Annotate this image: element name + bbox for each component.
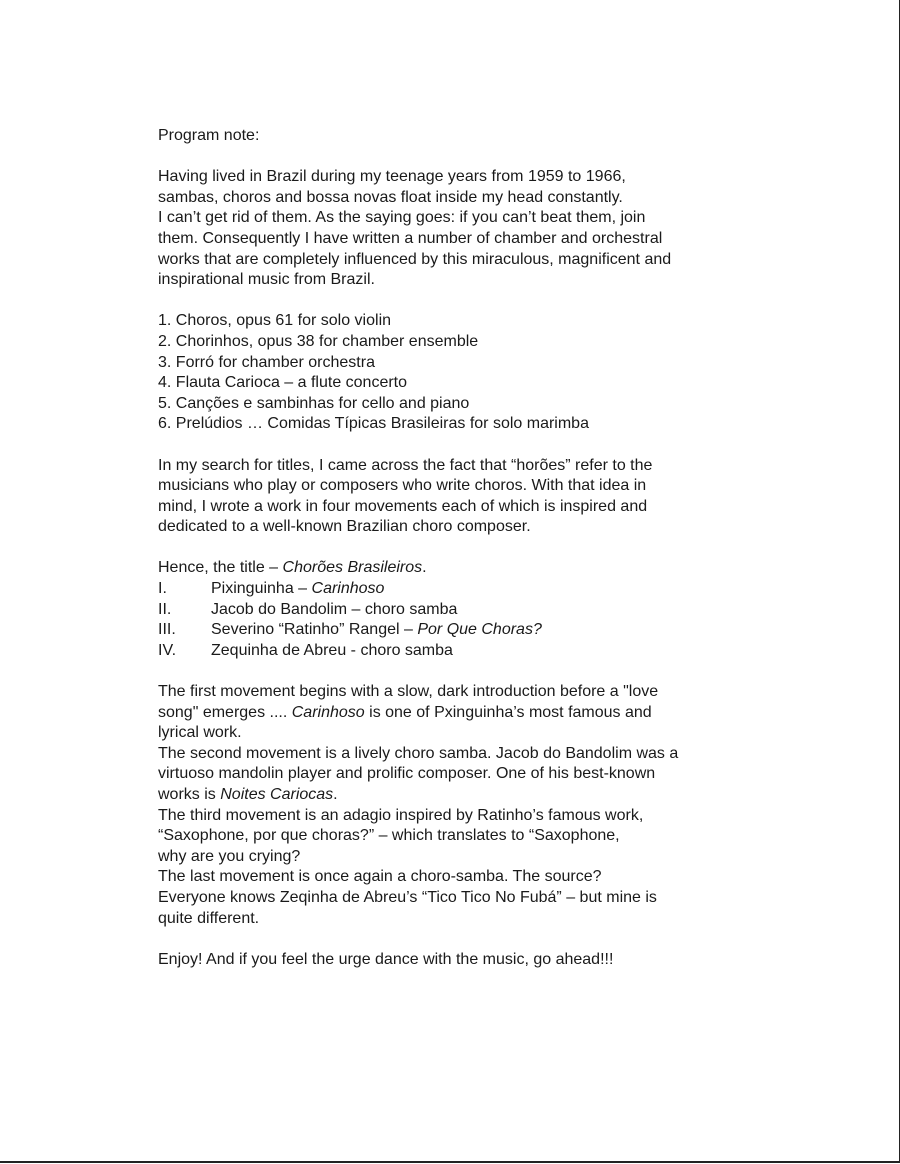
description-line bbox=[158, 703, 798, 724]
movement-row bbox=[158, 579, 798, 600]
movement-number: I. bbox=[158, 580, 167, 598]
description-line: The last movement is once again a choro-samba. The source? bbox=[158, 868, 602, 886]
intro-line: sambas, choros and bossa novas float inside my head constantly. bbox=[158, 188, 623, 206]
work-title: Chorões Brasileiros bbox=[282, 559, 423, 577]
description-line: quite different. bbox=[158, 909, 260, 927]
movement-number: III. bbox=[158, 621, 176, 639]
description-line: The second movement is a lively choro samba. Jacob do Bandolim was a bbox=[158, 744, 679, 762]
intro-line: them. Consequently I have written a number of chamber and orchestral bbox=[158, 229, 663, 247]
search-line: mind, I wrote a work in four movements each of which is inspired and bbox=[158, 497, 648, 515]
movement-row bbox=[158, 641, 798, 662]
movement-description bbox=[211, 641, 453, 662]
works-item: 4. Flauta Carioca – a flute concerto bbox=[158, 374, 408, 392]
intro-line: I can’t get rid of them. As the saying goes: if you can’t beat them, join bbox=[158, 209, 646, 227]
works-item: 5. Canções e sambinhas for cello and piano bbox=[158, 394, 470, 412]
closing-text: Enjoy! And if you feel the urge dance with the music, go ahead!!! bbox=[158, 950, 614, 968]
description-line: “Saxophone, por que choras?” – which translates to “Saxophone, bbox=[158, 827, 620, 845]
description-line: The third movement is an adagio inspired by Ratinho’s famous work, bbox=[158, 806, 644, 824]
description-line: why are you crying? bbox=[158, 847, 301, 865]
description-italic: Carinhoso bbox=[291, 703, 365, 721]
movement-text: Jacob do Bandolim – choro samba bbox=[211, 600, 458, 618]
search-line: dedicated to a well-known Brazilian choro composer. bbox=[158, 518, 531, 536]
search-paragraph bbox=[158, 456, 798, 538]
works-item: 3. Forró for chamber orchestra bbox=[158, 353, 375, 371]
intro-line: Having lived in Brazil during my teenage years from 1959 to 1966, bbox=[158, 168, 626, 186]
program-note bbox=[158, 126, 798, 991]
works-item: 6. Prelúdios … Comidas Típicas Brasileiras for solo marimba bbox=[158, 415, 589, 433]
description-line: The first movement begins with a slow, dark introduction before a "love bbox=[158, 683, 659, 701]
works-list bbox=[158, 311, 798, 435]
heading bbox=[158, 126, 798, 147]
movement-row bbox=[158, 600, 798, 621]
description-text: . bbox=[333, 786, 338, 803]
works-item: 2. Chorinhos, opus 38 for chamber ensemble bbox=[158, 332, 479, 350]
description-text: song" emerges .... bbox=[158, 703, 292, 721]
movement-text: Pixinguinha – bbox=[211, 580, 312, 598]
description-line: lyrical work. bbox=[158, 724, 242, 742]
movement-text: Severino “Ratinho” Rangel – bbox=[211, 621, 418, 639]
movement-italic: Carinhoso bbox=[311, 580, 385, 598]
intro-paragraph bbox=[158, 167, 798, 291]
movement-number: II. bbox=[158, 600, 172, 618]
movement-description bbox=[211, 579, 384, 600]
search-line: In my search for titles, I came across the fact that “horões” refer to the bbox=[158, 456, 653, 474]
search-line: musicians who play or composers who write choros. With that idea in bbox=[158, 477, 647, 495]
title-suffix: . bbox=[422, 559, 427, 577]
description-paragraph bbox=[158, 682, 798, 929]
closing-paragraph bbox=[158, 950, 798, 971]
movement-italic: Por Que Choras? bbox=[417, 621, 542, 639]
description-italic: Noites Cariocas bbox=[220, 786, 334, 803]
description-line: virtuoso mandolin player and prolific composer. One of his best-known bbox=[158, 765, 656, 783]
movement-description bbox=[211, 620, 542, 641]
movement-row bbox=[158, 620, 798, 641]
intro-line: works that are completely influenced by this miraculous, magnificent and bbox=[158, 250, 672, 268]
description-line bbox=[158, 785, 798, 806]
description-line: Everyone knows Zeqinha de Abreu’s “Tico Tico No Fubá” – but mine is bbox=[158, 888, 657, 906]
movement-text: Zequinha de Abreu - choro samba bbox=[211, 641, 453, 659]
heading-text: Program note: bbox=[158, 127, 260, 144]
works-item: 1. Choros, opus 61 for solo violin bbox=[158, 312, 392, 330]
movement-number: IV. bbox=[158, 641, 177, 659]
description-text: works is bbox=[158, 786, 221, 803]
movements-block bbox=[158, 558, 798, 661]
intro-line: inspirational music from Brazil. bbox=[158, 271, 375, 289]
title-line bbox=[158, 558, 798, 579]
movement-description bbox=[211, 600, 457, 621]
title-prefix: Hence, the title – bbox=[158, 559, 283, 577]
description-text: is one of Pxinguinha’s most famous and bbox=[364, 703, 652, 721]
